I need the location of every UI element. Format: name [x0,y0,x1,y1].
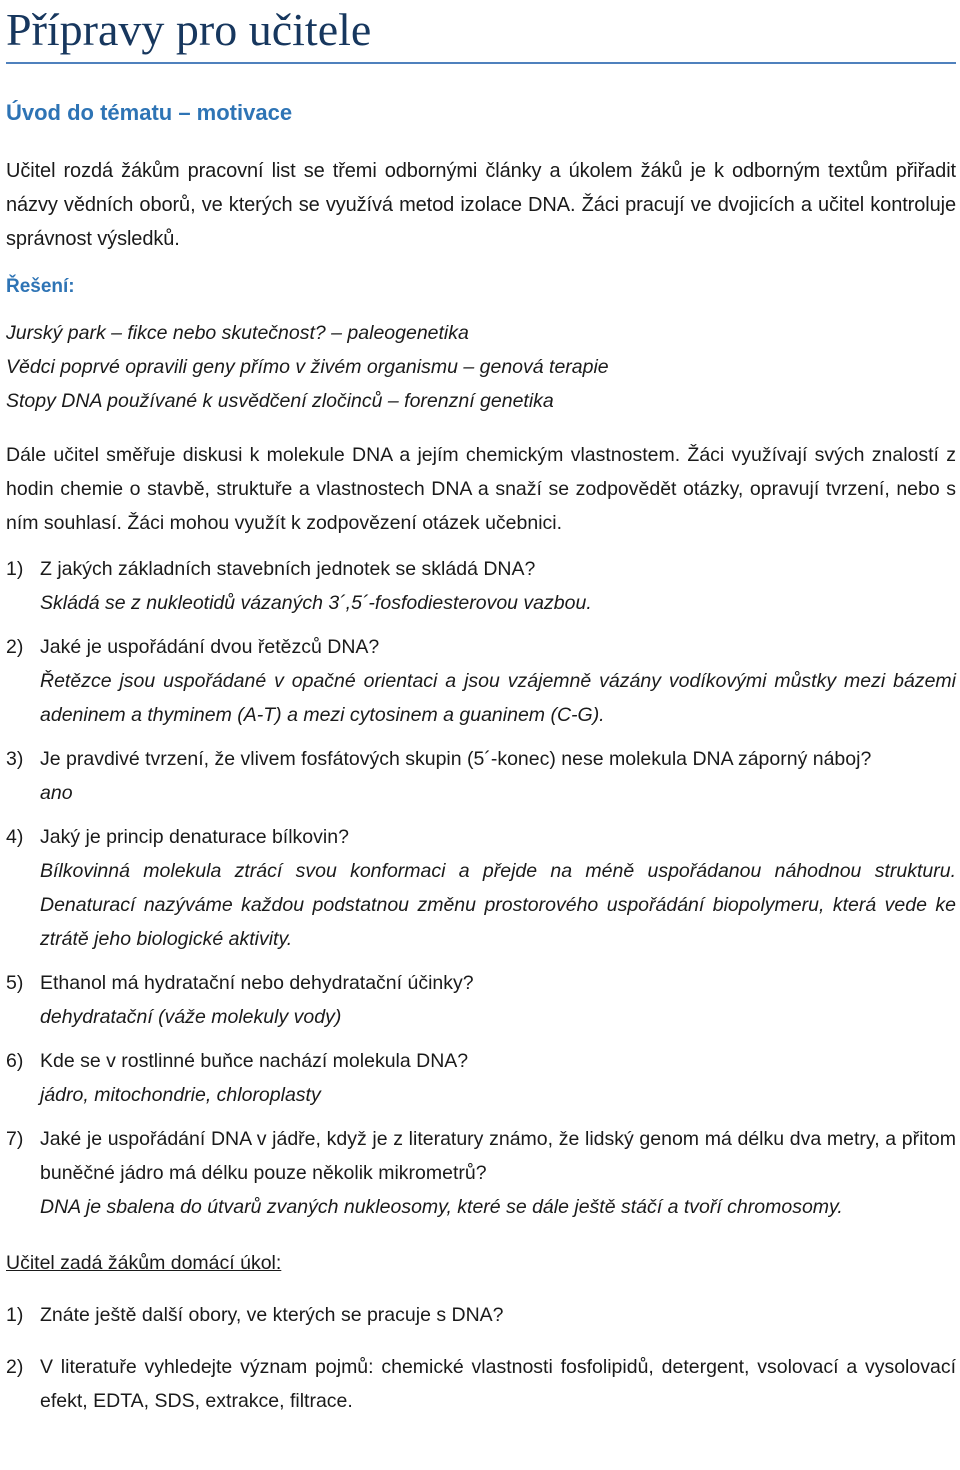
homework-item [6,1298,956,1332]
question-number: 3) [6,748,24,770]
question-number: 1) [6,558,24,580]
question-text: Ethanol má hydratační nebo dehydratační účinky? [40,972,474,994]
question-item [6,1122,956,1224]
answer-text: Skládá se z nukleotidů vázaných 3´,5´-fosfodiesterovou vazbou. [40,592,592,614]
homework-text: Znáte ještě další obory, ve kterých se pracuje s DNA? [40,1304,504,1326]
question-number: 4) [6,826,24,848]
question-item [6,630,956,732]
homework-item [6,1350,956,1418]
question-text: Je pravdivé tvrzení, že vlivem fosfátových skupin (5´-konec) nese molekula DNA záporný náboj? [40,748,872,770]
homework-number: 1) [6,1304,24,1326]
discussion-paragraph: Dále učitel směřuje diskusi k molekule DNA a jejím chemickým vlastnostem. Žáci využívají svých znalostí z hodin chemie o stavbě, struktuře a vlastnostech DNA a snaží se zodpovědět otázky, opravují tvrzení, nebo s ním souhlasí. Žáci mohou využít k zodpovězení otázek učebnici. [6,444,956,534]
solution-heading: Řešení: [6,276,75,297]
homework-heading: Učitel zadá žákům domácí úkol: [6,1252,282,1274]
question-item [6,552,956,620]
question-text: Jaké je uspořádání dvou řetězců DNA? [40,636,380,658]
answer-text: Bílkovinná molekula ztrácí svou konformaci a přejde na méně uspořádanou náhodnou strukturu. Denaturací nazýváme každou podstatnou změnu prostorového uspořádání biopolymeru, která vede ke ztrátě jeho biologické aktivity. [40,860,956,950]
question-list [6,552,956,1224]
homework-number: 2) [6,1356,24,1378]
question-item [6,742,956,810]
question-number: 5) [6,972,24,994]
answer-text: ano [40,782,73,804]
answer-text: jádro, mitochondrie, chloroplasty [40,1084,321,1106]
answer-text: Řetězce jsou uspořádané v opačné orientaci a jsou vzájemně vázány vodíkovými můstky mezi bázemi adeninem a thyminem (A-T) a mezi cytosinem a guaninem (C-G). [40,670,956,726]
question-number: 7) [6,1128,24,1150]
solution-item: Vědci poprvé opravili geny přímo v živém organismu – genová terapie [6,356,609,378]
solution-item: Jurský park – fikce nebo skutečnost? – paleogenetika [6,322,469,344]
question-item [6,820,956,956]
question-text: Kde se v rostlinné buňce nachází molekula DNA? [40,1050,469,1072]
question-number: 2) [6,636,24,658]
section-heading: Úvod do tématu – motivace [6,100,293,125]
question-number: 6) [6,1050,24,1072]
question-item [6,1044,956,1112]
title-underline [6,62,956,64]
solution-list [6,316,956,418]
question-text: Z jakých základních stavebních jednotek se skládá DNA? [40,558,536,580]
question-text: Jaký je princip denaturace bílkovin? [40,826,349,848]
solution-item: Stopy DNA používané k usvědčení zločinců – forenzní genetika [6,390,554,412]
answer-text: DNA je sbalena do útvarů zvaných nukleosomy, které se dále ještě stáčí a tvoří chromosomy. [40,1196,843,1218]
question-item [6,966,956,1034]
question-text: Jaké je uspořádání DNA v jádře, když je z literatury známo, že lidský genom má délku dva metry, a přitom buněčné jádro má délku pouze několik mikrometrů? [40,1128,956,1184]
homework-list [6,1298,956,1418]
homework-text: V literatuře vyhledejte význam pojmů: chemické vlastnosti fosfolipidů, detergent, vsolovací a vysolovací efekt, EDTA, SDS, extrakce, filtrace. [40,1356,956,1412]
answer-text: dehydratační (váže molekuly vody) [40,1006,342,1028]
intro-paragraph: Učitel rozdá žákům pracovní list se třemi odbornými články a úkolem žáků je k odborným textům přiřadit názvy vědních oborů, ve kterých se využívá metod izolace DNA. Žáci pracují ve dvojicích a učitel kontroluje správnost výsledků. [6,160,956,250]
page-title: Přípravy pro učitele [6,4,372,55]
document-page [6,0,956,1418]
